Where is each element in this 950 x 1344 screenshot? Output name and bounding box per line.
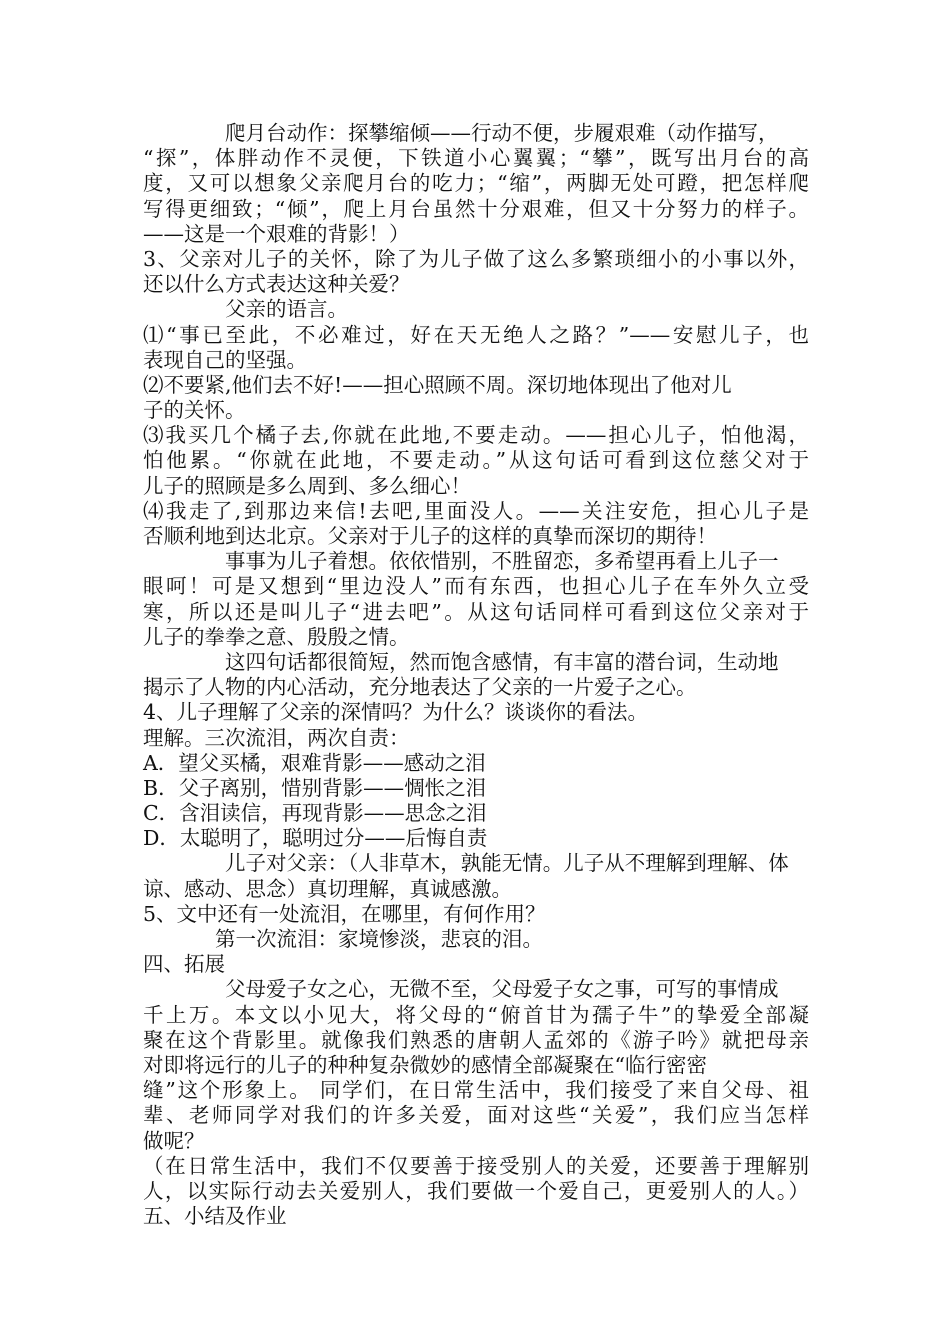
question-5: 5、文中还有一处流泪，在哪里，有何作用？: [143, 901, 546, 926]
text-line: 父母爱子女之心，无微不至，父母爱子女之事，可写的事情成: [225, 977, 779, 1002]
question-4: 4、儿子理解了父亲的深情吗？为什么？谈谈你的看法。: [143, 700, 649, 725]
text-line: 怕他累。“你就在此地，不要走动。”从这句话可看到这位慈父对于: [143, 448, 809, 473]
text-line: 眼呵！可是又想到“里边没人”而有东西，也担心儿子在车外久立受: [143, 574, 809, 599]
text-line: 千上万。本文以小见大，将父母的“俯首甘为孺子牛”的挚爱全部凝: [143, 1002, 809, 1027]
list-item: D．太聪明了，聪明过分——后悔自责: [143, 826, 488, 851]
text-line: 做呢？: [143, 1128, 205, 1153]
text-line: 表现自己的坚强。: [143, 347, 307, 372]
list-item: ⑶我买几个橘子去,你就在此地,不要走动。——担心儿子，怕他渴，: [143, 423, 809, 448]
text-line: ——这是一个艰难的背影！）: [143, 221, 410, 246]
text-line: 这四句话都很简短，然而饱含感情，有丰富的潜台词，生动地: [225, 649, 779, 674]
text-line: 缝”这个形象上。 同学们，在日常生活中，我们接受了来自父母、祖: [143, 1078, 809, 1103]
text-line: 理解。三次流泪，两次自责：: [143, 725, 410, 750]
list-item: B．父子离别，惜别背影——惆怅之泪: [143, 775, 487, 800]
text-line: （在日常生活中，我们不仅要善于接受别人的关爱，还要善于理解别: [143, 1153, 809, 1178]
document-body: [143, 121, 809, 1229]
text-line: 写得更细致；“倾”，爬上月台虽然十分艰难，但又十分努力的样子。: [143, 196, 809, 221]
text-line: 子的关怀。: [143, 398, 246, 423]
text-line: 寒，所以还是叫儿子“进去吧”。从这句话同样可看到这位父亲对于: [143, 599, 809, 624]
list-item: ⑷我走了,到那边来信!去吧,里面没人。——关注安危，担心儿子是: [143, 498, 809, 523]
text-line: 事事为儿子着想。依依惜别，不胜留恋，多希望再看上儿子一: [225, 549, 779, 574]
text-line: 儿子的照顾是多么周到、多么细心！: [143, 473, 471, 498]
question-3: 3、父亲对儿子的关怀，除了为儿子做了这么多繁琐细小的小事以外，: [143, 246, 809, 271]
text-line: 聚在这个背影里。就像我们熟悉的唐朝人孟郊的《游子吟》就把母亲: [143, 1027, 809, 1052]
text-line: 度，又可以想象父亲爬月台的吃力；“缩”，两脚无处可蹬，把怎样爬: [143, 171, 809, 196]
text-line: 辈、老师同学对我们的许多关爱，面对这些“关爱”，我们应当怎样: [143, 1103, 809, 1128]
text-line: 谅、感动、思念）真切理解，真诚感激。: [143, 876, 512, 901]
section-heading-4: 四、拓展: [143, 952, 225, 977]
text-line: 揭示了人物的内心活动，充分地表达了父亲的一片爱子之心。: [143, 675, 697, 700]
text-line: 儿子对父亲：（人非草木，孰能无情。儿子从不理解到理解、体: [225, 851, 789, 876]
text-line: 人，以实际行动去关爱别人，我们要做一个爱自己，更爱别人的人。）: [143, 1178, 809, 1203]
list-item: C．含泪读信，再现背影——思念之泪: [143, 801, 487, 826]
text-line: 第一次流泪：家境惨淡，悲哀的泪。: [215, 927, 543, 951]
text-line: 爬月台动作：探攀缩倾——行动不便，步履艰难（动作描写，: [225, 121, 779, 145]
text-line: 儿子的拳拳之意、殷殷之情。: [143, 624, 410, 649]
text-line: “探”，体胖动作不灵便，下铁道小心翼翼；“攀”，既写出月台的高: [143, 146, 809, 171]
section-heading-5: 五、小结及作业: [143, 1204, 287, 1229]
list-item: ⑵不要紧,他们去不好!——担心照顾不周。深切地体现出了他对儿: [143, 372, 732, 397]
text-line: 否顺利地到达北京。父亲对于儿子的这样的真挚而深切的期待！: [143, 524, 717, 548]
text-line: 还以什么方式表达这种关爱？: [143, 272, 410, 297]
list-item: A．望父买橘，艰难背影——感动之泪: [143, 750, 486, 775]
text-line: 对即将远行的儿子的种种复杂微妙的感情全部凝聚在“临行密密: [143, 1052, 707, 1077]
list-item: ⑴“事已至此，不必难过，好在天无绝人之路？”——安慰儿子，也: [143, 322, 809, 347]
text-line: 父亲的语言。: [225, 297, 348, 322]
